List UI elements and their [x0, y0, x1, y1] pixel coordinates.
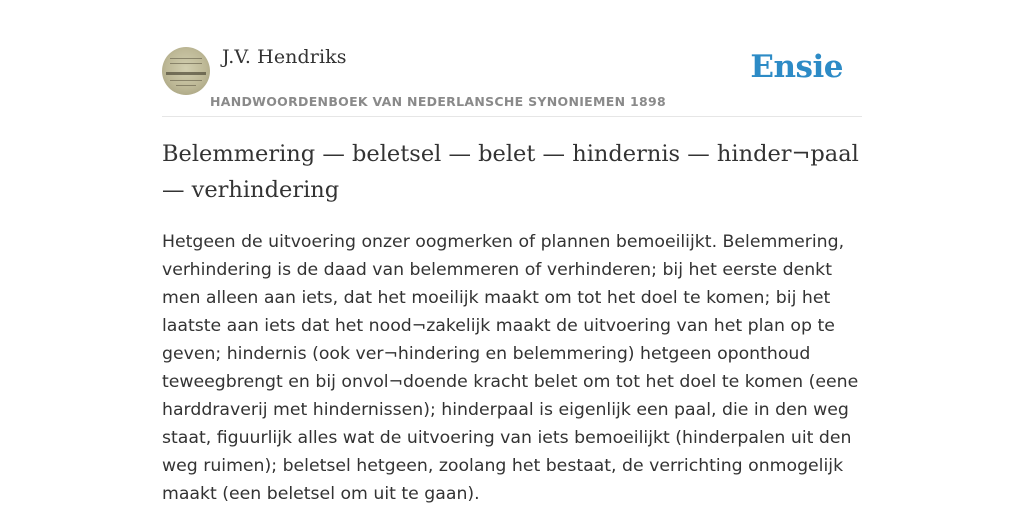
author-name[interactable]: J.V. Hendriks [222, 46, 347, 68]
brand-logo[interactable]: Ensie [750, 49, 843, 85]
book-cover-icon[interactable] [162, 47, 210, 95]
header [162, 44, 862, 117]
cover-line [170, 63, 202, 64]
source-title[interactable]: HANDWOORDENBOEK VAN NEDERLANSCHE SYNONIEMEN 1898 [210, 94, 667, 109]
entry-body: Hetgeen de uitvoering onzer oogmerken of plannen bemoeilijkt. Belemmering, verhindering is de daad van belemmeren of verhinderen; bij het eerste denkt men alleen aan iets, dat het moeilijk maakt om tot het doel te komen; bij het laatste aan iets dat het nood¬zakelijk maakt de uitvoering van het plan op te geven; hindernis (ook ver¬hindering en belemmering) hetgeen oponthoud teweegbrengt en bij onvol¬doende kracht belet om tot het doel te komen (eene harddraverij met hindernissen); hinderpaal is eigenlijk een paal, die in den weg staat, figuurlijk alles wat de uitvoering van iets bemoeilijkt (hinderpalen uit den weg ruimen); beletsel hetgeen, zoolang het bestaat, de verrichting onmogelijk maakt (een beletsel om uit te gaan). [162, 232, 859, 504]
cover-line [176, 85, 196, 86]
cover-title-line [166, 72, 206, 75]
cover-line [170, 58, 202, 59]
entry-title: Belemmering — beletsel — belet — hindernis — hinder¬paal — verhindering [162, 141, 859, 203]
cover-line [170, 80, 202, 81]
